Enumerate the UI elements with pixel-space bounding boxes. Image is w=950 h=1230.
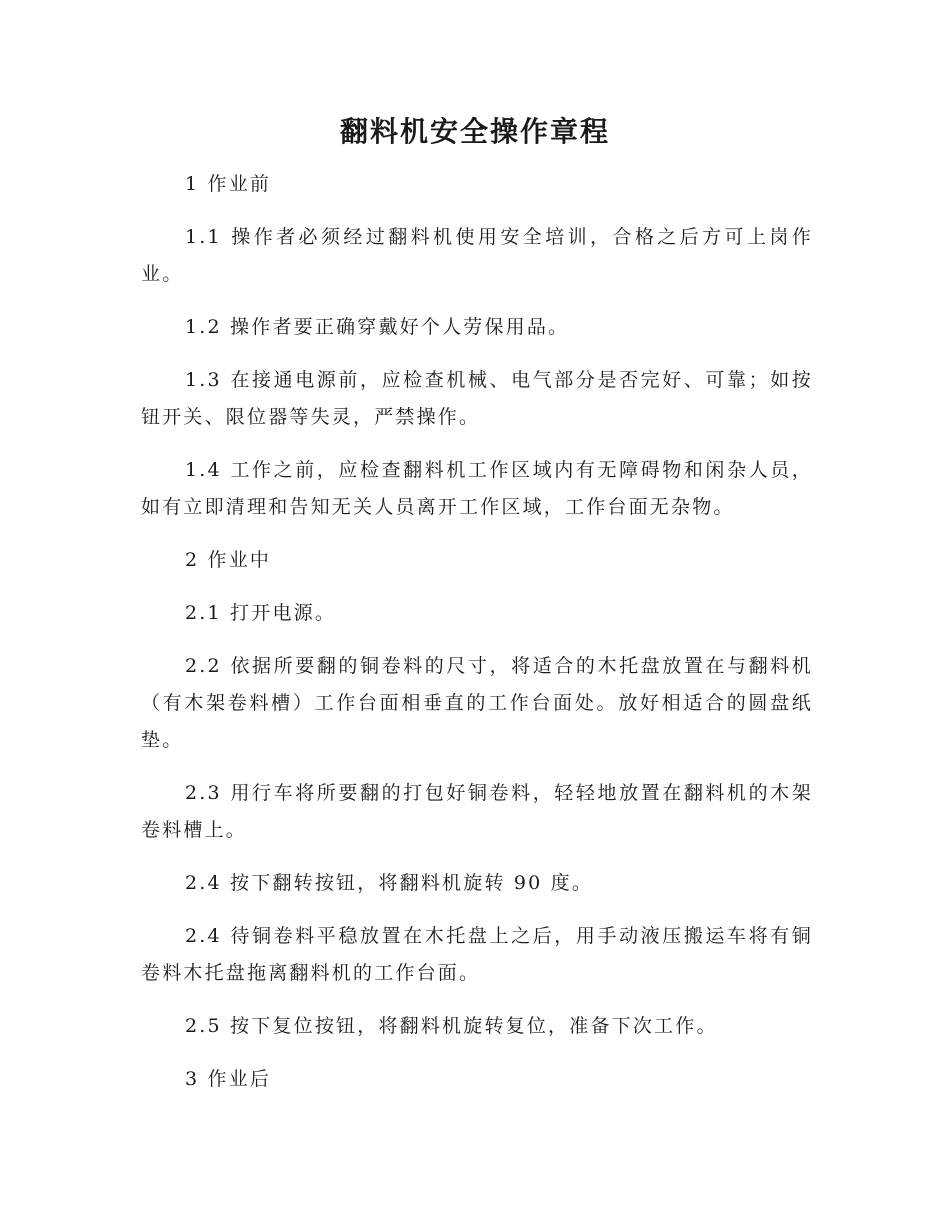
paragraph-2-3: 2.3 用行车将所要翻的打包好铜卷料，轻轻地放置在翻料机的木架卷料槽上。 bbox=[141, 782, 813, 841]
section-heading-after-work: 3 作业后 bbox=[185, 1068, 272, 1090]
paragraph-2-4-b: 2.4 待铜卷料平稳放置在木托盘上之后，用手动液压搬运车将有铜卷料木托盘拖离翻料机的工作台面。 bbox=[141, 925, 813, 984]
paragraph-2-1: 2.1 打开电源。 bbox=[185, 602, 337, 624]
section-heading-during-work: 2 作业中 bbox=[185, 549, 272, 571]
paragraph-1-3: 1.3 在接通电源前，应检查机械、电气部分是否完好、可靠；如按钮开关、限位器等失灵，严禁操作。 bbox=[141, 369, 813, 428]
document-title: 翻料机安全操作章程 bbox=[339, 115, 610, 148]
paragraph-2-2: 2.2 依据所要翻的铜卷料的尺寸，将适合的木托盘放置在与翻料机（有木架卷料槽）工作台面相垂直的工作台面处。放好相适合的圆盘纸垫。 bbox=[141, 655, 813, 751]
document-body bbox=[141, 166, 813, 1114]
paragraph-1-1: 1.1 操作者必须经过翻料机使用安全培训，合格之后方可上岗作业。 bbox=[141, 226, 813, 285]
paragraph-1-4: 1.4 工作之前，应检查翻料机工作区域内有无障碍物和闲杂人员，如有立即清理和告知无关人员离开工作区域，工作台面无杂物。 bbox=[141, 459, 813, 518]
paragraph-2-5: 2.5 按下复位按钮，将翻料机旋转复位，准备下次工作。 bbox=[185, 1015, 718, 1037]
paragraph-1-2: 1.2 操作者要正确穿戴好个人劳保用品。 bbox=[185, 316, 570, 338]
paragraph-2-4-a: 2.4 按下翻转按钮，将翻料机旋转 90 度。 bbox=[185, 872, 594, 894]
section-heading-before-work: 1 作业前 bbox=[185, 173, 272, 195]
